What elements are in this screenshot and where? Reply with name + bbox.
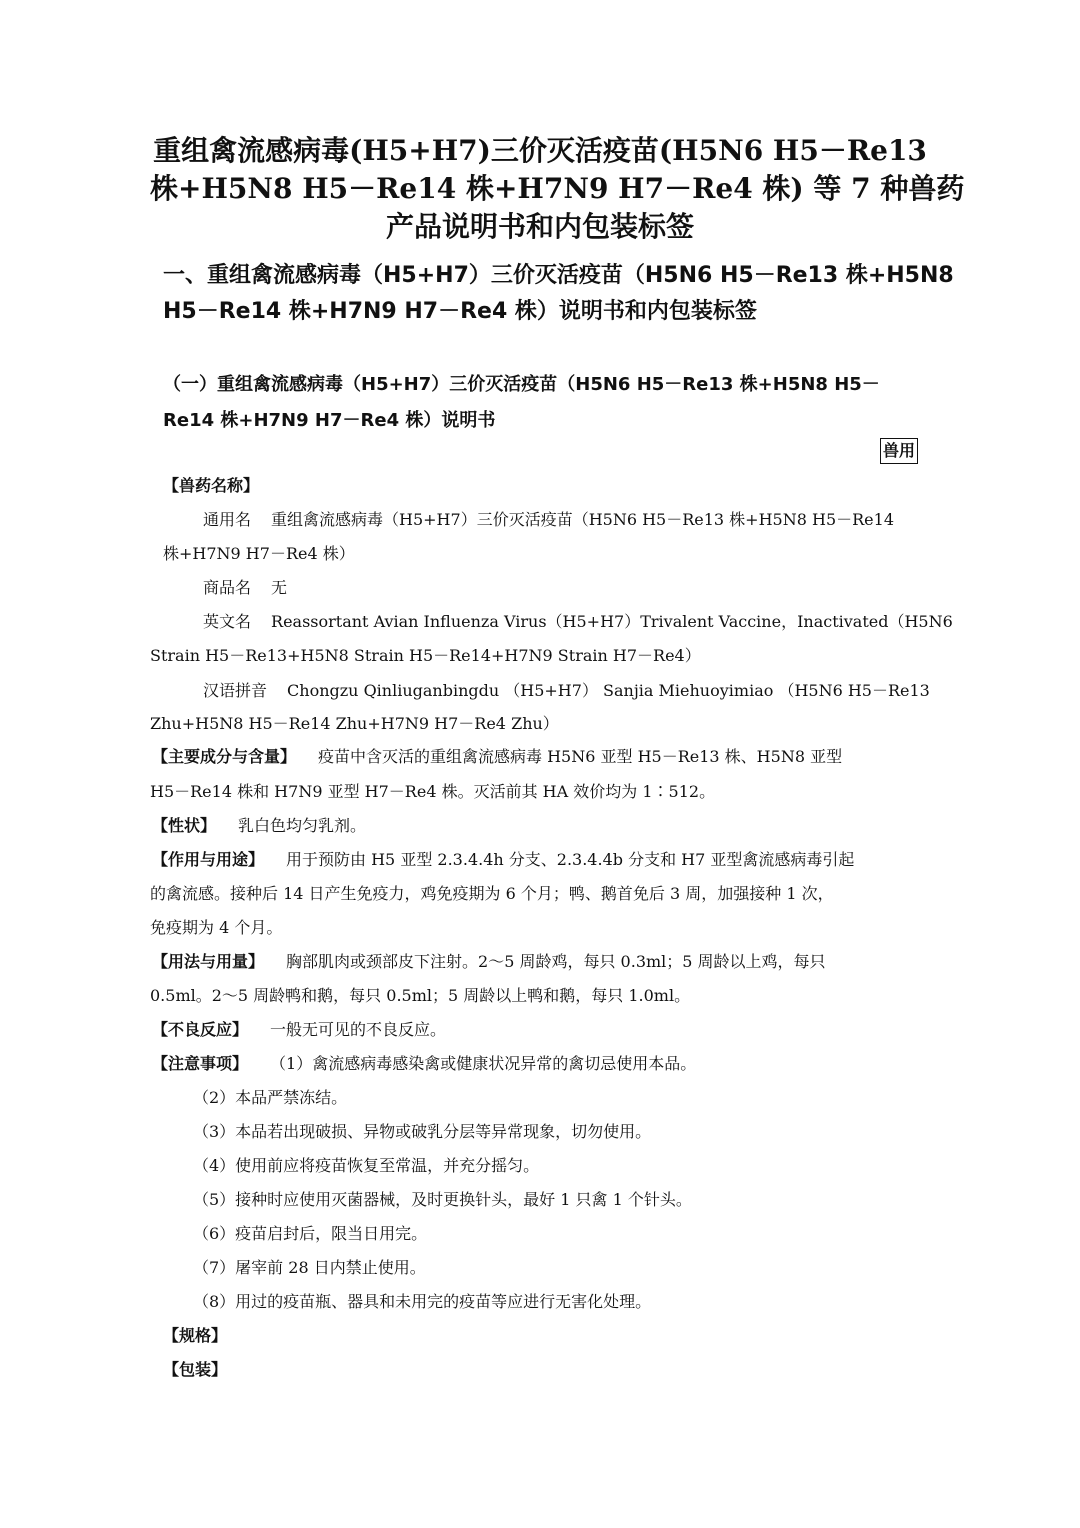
ingredients-label: 【主要成分与含量】: [152, 747, 297, 766]
precaution-item: （4）使用前应将疫苗恢复至常温，并充分摇匀。: [193, 1156, 540, 1175]
indications-continuation-2: 免疫期为 4 个月。: [150, 918, 283, 937]
drug-name-section: [163, 475, 259, 497]
trade-name-line: [203, 577, 287, 599]
generic-name-continuation: 株+H7N9 H7－Re4 株）: [163, 544, 355, 563]
generic-name-label: 通用名: [203, 510, 252, 529]
precaution-item: （8）用过的疫苗瓶、器具和未用完的疫苗等应进行无害化处理。: [193, 1292, 652, 1311]
precaution-item: （3）本品若出现破损、异物或破乳分层等异常现象，切勿使用。: [193, 1122, 652, 1141]
subsection-heading: [163, 367, 933, 439]
pinyin-name-label: 汉语拼音: [203, 681, 268, 700]
indications-text: 用于预防由 H5 亚型 2.3.4.4h 分支、2.3.4.4b 分支和 H7 亚型禽流感病毒引起: [286, 850, 855, 869]
title-line-2: 株+H5N8 H5－Re14 株+H7N9 H7－Re4 株) 等 7 种兽药: [150, 172, 965, 205]
appearance-label: 【性状】: [152, 816, 217, 835]
english-name-continuation: Strain H5－Re13+H5N8 Strain H5－Re14+H7N9 Strain H7－Re4）: [150, 646, 701, 665]
spec-line: [163, 1325, 227, 1347]
adverse-text: 一般无可见的不良反应。: [270, 1020, 447, 1039]
precaution-item: （2）本品严禁冻结。: [193, 1088, 348, 1107]
subsection-heading-line-1: （一）重组禽流感病毒（H5+H7）三价灭活疫苗（H5N6 H5－Re13 株+H5N8 H5－: [163, 374, 880, 395]
generic-name-line: [203, 509, 894, 531]
section-heading-line-1: 一、重组禽流感病毒（H5+H7）三价灭活疫苗（H5N6 H5－Re13 株+H5N8: [163, 263, 954, 288]
dosage-continuation: 0.5ml。2～5 周龄鸭和鹅，每只 0.5ml；5 周龄以上鸭和鹅，每只 1.0ml。: [150, 986, 691, 1005]
precaution-item: （1）禽流感病毒感染禽或健康状况异常的禽切忌使用本品。: [270, 1054, 697, 1073]
dosage-line: [152, 951, 826, 973]
drug-name-label: 【兽药名称】: [163, 476, 260, 495]
precaution-item: （6）疫苗启封后，限当日用完。: [193, 1224, 428, 1243]
ingredients-text: 疫苗中含灭活的重组禽流感病毒 H5N6 亚型 H5－Re13 株、H5N8 亚型: [318, 747, 843, 766]
ingredients-line: [152, 746, 842, 768]
appearance-line: [152, 815, 366, 837]
title-line-3: 产品说明书和内包装标签: [385, 210, 694, 243]
english-name-value: Reassortant Avian Influenza Virus（H5+H7）Trivalent Vaccine，Inactivated（H5N6: [271, 612, 953, 631]
appearance-text: 乳白色均匀乳剂。: [238, 816, 367, 835]
adverse-line: [152, 1019, 446, 1041]
english-name-label: 英文名: [203, 612, 252, 631]
section-heading-line-2: H5－Re14 株+H7N9 H7－Re4 株）说明书和内包装标签: [163, 299, 757, 324]
pinyin-name-value: Chongzu Qinliuganbingdu （H5+H7） Sanjia Miehuoyimiao （H5N6 H5－Re13: [287, 681, 930, 700]
trade-name-label: 商品名: [203, 578, 252, 597]
adverse-label: 【不良反应】: [152, 1020, 249, 1039]
dosage-label: 【用法与用量】: [152, 952, 265, 971]
precautions-line: [152, 1053, 696, 1075]
package-label: 【包装】: [163, 1360, 228, 1379]
precautions-label: 【注意事项】: [152, 1054, 249, 1073]
english-name-line: [203, 611, 953, 633]
precaution-item: （5）接种时应使用灭菌器械，及时更换针头，最好 1 只禽 1 个针头。: [193, 1190, 692, 1209]
title-line-1: 重组禽流感病毒(H5+H7)三价灭活疫苗(H5N6 H5－Re13: [153, 134, 927, 167]
spec-label: 【规格】: [163, 1326, 228, 1345]
pinyin-name-line: [203, 680, 930, 702]
pinyin-name-continuation: Zhu+H5N8 H5－Re14 Zhu+H7N9 H7－Re4 Zhu）: [150, 714, 559, 733]
ingredients-continuation: H5－Re14 株和 H7N9 亚型 H7－Re4 株。灭活前其 HA 效价均为 1∶512。: [150, 782, 716, 801]
document-title: [150, 132, 965, 246]
package-line: [163, 1359, 227, 1381]
precaution-item: （7）屠宰前 28 日内禁止使用。: [193, 1258, 426, 1277]
indications-label: 【作用与用途】: [152, 850, 265, 869]
indications-line: [152, 849, 854, 871]
section-heading: [163, 258, 954, 330]
dosage-text: 胸部肌肉或颈部皮下注射。2～5 周龄鸡，每只 0.3ml；5 周龄以上鸡，每只: [286, 952, 826, 971]
trade-name-value: 无: [271, 578, 288, 597]
generic-name-value: 重组禽流感病毒（H5+H7）三价灭活疫苗（H5N6 H5－Re13 株+H5N8 H5－Re14: [271, 510, 894, 529]
veterinary-use-badge: 兽用: [880, 438, 918, 464]
indications-continuation-1: 的禽流感。接种后 14 日产生免疫力，鸡免疫期为 6 个月；鸭、鹅首免后 3 周，加强接种 1 次，: [150, 884, 834, 903]
subsection-heading-line-2: Re14 株+H7N9 H7－Re4 株）说明书: [163, 410, 496, 431]
